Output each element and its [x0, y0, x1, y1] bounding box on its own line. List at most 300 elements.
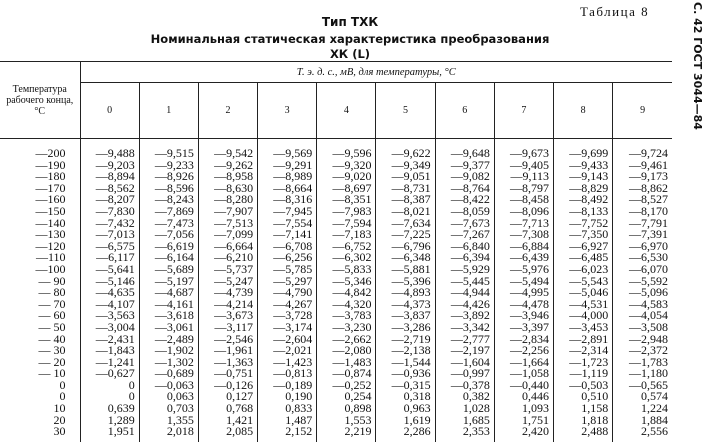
emf-value-cell: —3,230 — [317, 322, 376, 334]
emf-value-cell: —9,051 — [376, 171, 435, 183]
temperature-cell: 0 — [59, 389, 66, 404]
emf-value-cell: —1,544 — [376, 357, 435, 369]
emf-value-cell: 2,556 — [613, 426, 672, 442]
emf-value-cell: —7,673 — [435, 218, 494, 230]
emf-value-cell: 1,289 — [80, 415, 139, 427]
temperature-cell: 0 — [59, 377, 66, 392]
emf-value-cell: —7,554 — [258, 218, 317, 230]
emf-value-cell: —3,397 — [494, 322, 553, 334]
temperature-cell: —120 — [35, 238, 66, 253]
emf-value-cell: 1,421 — [198, 415, 257, 427]
column-header: 1 — [139, 83, 198, 139]
emf-value-cell: —8,731 — [376, 183, 435, 195]
emf-value-cell: —9,173 — [613, 171, 672, 183]
emf-value-cell: —2,948 — [613, 334, 672, 346]
emf-value-cell: —3,728 — [258, 310, 317, 322]
emf-value-cell: 1,224 — [613, 403, 672, 415]
emf-value-cell: —4,687 — [139, 287, 198, 299]
emf-value-cell: 0,898 — [317, 403, 376, 415]
emf-value-cell: 0,703 — [139, 403, 198, 415]
table-header — [0, 62, 672, 139]
emf-value-cell: 2,420 — [494, 426, 553, 442]
emf-value-cell: —2,138 — [376, 345, 435, 357]
emf-value-cell: 1,818 — [554, 415, 613, 427]
column-header: 0 — [80, 83, 139, 139]
emf-value-cell: —4,531 — [554, 299, 613, 311]
emf-value-cell: —8,207 — [80, 194, 139, 206]
emf-value-cell: —4,995 — [494, 287, 553, 299]
emf-value-cell: —6,619 — [139, 241, 198, 253]
emf-value-cell: —8,059 — [435, 206, 494, 218]
emf-value-cell: 1,884 — [613, 415, 672, 427]
emf-value-cell: —4,267 — [258, 299, 317, 311]
emf-value-cell: 0,833 — [258, 403, 317, 415]
emf-value-cell: —7,183 — [317, 229, 376, 241]
emf-value-cell: —4,478 — [494, 299, 553, 311]
temperature-cell: —150 — [35, 203, 66, 218]
column-header: 6 — [435, 83, 494, 139]
emf-value-cell: —0,503 — [554, 380, 613, 392]
emf-value-cell: —7,350 — [554, 229, 613, 241]
emf-value-cell: 0,446 — [494, 391, 553, 403]
temperature-cell: — 50 — [38, 319, 66, 334]
emf-value-cell: —1,423 — [258, 357, 317, 369]
emf-value-cell: —7,513 — [198, 218, 257, 230]
emf-value-cell: —5,737 — [198, 264, 257, 276]
emf-value-cell: —8,351 — [317, 194, 376, 206]
emf-value-cell: —8,926 — [139, 171, 198, 183]
temperature-cell: —100 — [35, 261, 66, 276]
emf-value-cell: —0,378 — [435, 380, 494, 392]
emf-value-cell: —8,280 — [198, 194, 257, 206]
emf-value-cell: —5,197 — [139, 276, 198, 288]
emf-value-cell: —6,752 — [317, 241, 376, 253]
emf-value-cell: —9,143 — [554, 171, 613, 183]
emf-value-cell: 1,951 — [80, 426, 139, 442]
temperature-cell: — 20 — [38, 354, 66, 369]
emf-value-cell: —5,346 — [317, 276, 376, 288]
emf-value-cell: —9,724 — [613, 139, 672, 160]
side-standard-reference: С. 42 ГОСТ 3044—84 — [691, 2, 704, 130]
emf-value-cell: —5,297 — [258, 276, 317, 288]
emf-value-cell: —9,515 — [139, 139, 198, 160]
column-header: 9 — [613, 83, 672, 139]
emf-value-cell: —3,061 — [139, 322, 198, 334]
emf-value-cell: —7,634 — [376, 218, 435, 230]
emf-value-cell: —5,641 — [80, 264, 139, 276]
temperature-cell: — 80 — [38, 285, 66, 300]
emf-value-cell: —0,440 — [494, 380, 553, 392]
emf-value-cell: —5,785 — [258, 264, 317, 276]
emf-value-cell: 1,028 — [435, 403, 494, 415]
emf-value-cell: —5,592 — [613, 276, 672, 288]
emf-value-cell: —8,764 — [435, 183, 494, 195]
emf-value-cell: —0,689 — [139, 368, 198, 380]
emf-value-cell: —7,869 — [139, 206, 198, 218]
emf-value-cell: —8,492 — [554, 194, 613, 206]
emf-value-cell: —6,070 — [613, 264, 672, 276]
emf-value-cell: —6,394 — [435, 252, 494, 264]
emf-value-cell: —8,664 — [258, 183, 317, 195]
emf-value-cell: 0,190 — [258, 391, 317, 403]
emf-value-cell: —7,056 — [139, 229, 198, 241]
emf-value-cell: —4,635 — [80, 287, 139, 299]
emf-value-cell: —5,096 — [613, 287, 672, 299]
emf-value-cell: —4,944 — [435, 287, 494, 299]
temperature-cell: 20 — [53, 412, 66, 427]
emf-value-cell: —8,562 — [80, 183, 139, 195]
emf-value-cell: 0,574 — [613, 391, 672, 403]
emf-value-cell: —6,575 — [80, 241, 139, 253]
emf-value-cell: —9,542 — [198, 139, 257, 160]
column-header: 8 — [554, 83, 613, 139]
emf-value-cell: 0,768 — [198, 403, 257, 415]
emf-value-cell: —2,256 — [494, 345, 553, 357]
temperature-cell: — 90 — [38, 273, 66, 288]
emf-value-cell: —4,739 — [198, 287, 257, 299]
emf-value-cell: —7,225 — [376, 229, 435, 241]
emf-value-cell: —0,874 — [317, 368, 376, 380]
emf-value-cell: 1,685 — [435, 415, 494, 427]
emf-value-cell: —4,583 — [613, 299, 672, 311]
emf-value-cell: —7,099 — [198, 229, 257, 241]
temperature-cell: —190 — [35, 157, 66, 172]
emf-value-cell: —6,796 — [376, 241, 435, 253]
emf-value-cell: —2,719 — [376, 334, 435, 346]
emf-value-cell: —3,342 — [435, 322, 494, 334]
emf-value-cell: —9,405 — [494, 160, 553, 172]
table-row — [0, 415, 672, 427]
emf-value-cell: —9,699 — [554, 139, 613, 160]
emf-value-cell: —2,197 — [435, 345, 494, 357]
emf-value-cell: —1,843 — [80, 345, 139, 357]
emf-value-cell: —0,315 — [376, 380, 435, 392]
emf-value-cell: 2,219 — [317, 426, 376, 442]
emf-value-cell: —9,291 — [258, 160, 317, 172]
emf-value-cell: —9,461 — [613, 160, 672, 172]
emf-value-cell: —9,433 — [554, 160, 613, 172]
table-row — [0, 403, 672, 415]
emf-value-cell: 0,639 — [80, 403, 139, 415]
temperature-cell: —160 — [35, 192, 66, 207]
emf-value-cell: —0,063 — [139, 380, 198, 392]
emf-value-cell: —7,432 — [80, 218, 139, 230]
emf-value-cell: —2,546 — [198, 334, 257, 346]
column-header: 4 — [317, 83, 376, 139]
emf-value-cell: 0,254 — [317, 391, 376, 403]
emf-value-cell: —9,262 — [198, 160, 257, 172]
emf-value-cell: —1,723 — [554, 357, 613, 369]
emf-value-cell: —6,485 — [554, 252, 613, 264]
emf-value-cell: —0,627 — [80, 368, 139, 380]
emf-value-cell: 2,353 — [435, 426, 494, 442]
emf-value-cell: —6,023 — [554, 264, 613, 276]
emf-value-cell: —3,837 — [376, 310, 435, 322]
emf-value-cell: —9,377 — [435, 160, 494, 172]
emf-value-cell: —5,929 — [435, 264, 494, 276]
emf-value-cell: —0,813 — [258, 368, 317, 380]
emf-value-cell: —4,214 — [198, 299, 257, 311]
table-subtitle: ХК (L) — [329, 47, 371, 61]
emf-value-cell: —8,989 — [258, 171, 317, 183]
temperature-cell: —170 — [35, 180, 66, 195]
table-body — [0, 139, 672, 442]
emf-value-cell: —1,363 — [198, 357, 257, 369]
emf-value-cell: —6,439 — [494, 252, 553, 264]
emf-value-cell: —6,884 — [494, 241, 553, 253]
emf-value-cell: —7,308 — [494, 229, 553, 241]
emf-value-cell: —8,458 — [494, 194, 553, 206]
emf-value-cell: —4,790 — [258, 287, 317, 299]
emf-value-cell: —5,543 — [554, 276, 613, 288]
emf-value-cell: —2,604 — [258, 334, 317, 346]
emf-value-cell: —5,833 — [317, 264, 376, 276]
emf-value-cell: 2,085 — [198, 426, 257, 442]
emf-value-cell: —8,422 — [435, 194, 494, 206]
emf-value-cell: —5,881 — [376, 264, 435, 276]
emf-value-cell: 1,158 — [554, 403, 613, 415]
emf-value-cell: —3,508 — [613, 322, 672, 334]
header-temperature: Температура рабочего конца, °С — [0, 62, 80, 139]
emf-value-cell: —8,170 — [613, 206, 672, 218]
temperature-cell: —140 — [35, 215, 66, 230]
table-title: Номинальная статическая характеристика преобразования — [150, 32, 550, 46]
temperature-cell: —180 — [35, 169, 66, 184]
emf-value-cell: —3,453 — [554, 322, 613, 334]
emf-value-cell: —4,373 — [376, 299, 435, 311]
emf-value-cell: —0,189 — [258, 380, 317, 392]
emf-value-cell: 1,093 — [494, 403, 553, 415]
emf-value-cell: —9,622 — [376, 139, 435, 160]
column-header: 3 — [258, 83, 317, 139]
emf-value-cell: —8,829 — [554, 183, 613, 195]
emf-value-cell: —2,834 — [494, 334, 553, 346]
table-number-label: Таблица 8 — [580, 4, 650, 19]
emf-value-cell: —8,797 — [494, 183, 553, 195]
emf-value-cell: —9,569 — [258, 139, 317, 160]
emf-value-cell: —7,752 — [554, 218, 613, 230]
emf-value-cell: —8,096 — [494, 206, 553, 218]
emf-value-cell: —9,082 — [435, 171, 494, 183]
emf-value-cell: —8,958 — [198, 171, 257, 183]
column-header: 2 — [198, 83, 257, 139]
emf-value-cell: 1,487 — [258, 415, 317, 427]
table-row — [0, 380, 672, 392]
temperature-cell: — 60 — [38, 308, 66, 323]
emf-value-cell: 1,355 — [139, 415, 198, 427]
emf-value-cell: —8,316 — [258, 194, 317, 206]
emf-value-cell: —8,243 — [139, 194, 198, 206]
emf-value-cell: 0,963 — [376, 403, 435, 415]
emf-value-cell: 0,510 — [554, 391, 613, 403]
emf-value-cell: —7,013 — [80, 229, 139, 241]
emf-value-cell: 0,382 — [435, 391, 494, 403]
emf-value-cell: —6,664 — [198, 241, 257, 253]
emf-value-cell: —6,210 — [198, 252, 257, 264]
emf-value-cell: —6,302 — [317, 252, 376, 264]
emf-value-cell: —9,648 — [435, 139, 494, 160]
temperature-cell: —110 — [35, 250, 66, 265]
emf-value-cell: —3,618 — [139, 310, 198, 322]
emf-value-cell: —6,164 — [139, 252, 198, 264]
emf-value-cell: —0,565 — [613, 380, 672, 392]
emf-value-cell: —7,830 — [80, 206, 139, 218]
emf-value-cell: —1,664 — [494, 357, 553, 369]
emf-value-cell: 1,751 — [494, 415, 553, 427]
emf-value-cell: —3,892 — [435, 310, 494, 322]
emf-value-cell: —9,020 — [317, 171, 376, 183]
emf-value-cell: —1,058 — [494, 368, 553, 380]
emf-value-cell: 2,286 — [376, 426, 435, 442]
temperature-cell: —130 — [35, 227, 66, 242]
emf-value-cell: 0,063 — [139, 391, 198, 403]
emf-value-cell: —7,267 — [435, 229, 494, 241]
emf-value-cell: —5,494 — [494, 276, 553, 288]
emf-value-cell: —6,708 — [258, 241, 317, 253]
emf-value-cell: —2,021 — [258, 345, 317, 357]
emf-value-cell: —1,180 — [613, 368, 672, 380]
emf-value-cell: —2,489 — [139, 334, 198, 346]
column-header: 7 — [494, 83, 553, 139]
emf-value-cell: —7,945 — [258, 206, 317, 218]
emf-value-cell: —8,133 — [554, 206, 613, 218]
temperature-cell: — 10 — [38, 366, 66, 381]
emf-value-cell: —6,117 — [80, 252, 139, 264]
emf-value-cell: —8,630 — [198, 183, 257, 195]
emf-value-cell: —3,004 — [80, 322, 139, 334]
emf-value-cell: —0,126 — [198, 380, 257, 392]
emf-value-cell: —2,777 — [435, 334, 494, 346]
emf-value-cell: —9,488 — [80, 139, 139, 160]
temperature-cell: 30 — [53, 424, 66, 439]
temperature-cell: —200 — [35, 146, 66, 160]
emf-value-cell: —2,314 — [554, 345, 613, 357]
emf-value-cell: —5,689 — [139, 264, 198, 276]
emf-value-cell: —9,233 — [139, 160, 198, 172]
emf-value-cell: —0,252 — [317, 380, 376, 392]
emf-value-cell: —9,203 — [80, 160, 139, 172]
temperature-cell: — 40 — [38, 331, 66, 346]
emf-value-cell: —8,387 — [376, 194, 435, 206]
emf-value-cell: —6,530 — [613, 252, 672, 264]
emf-value-cell: —7,473 — [139, 218, 198, 230]
emf-value-cell: —7,391 — [613, 229, 672, 241]
emf-value-cell: —8,021 — [376, 206, 435, 218]
emf-value-cell: —9,349 — [376, 160, 435, 172]
emf-value-cell: 2,488 — [554, 426, 613, 442]
emf-value-cell: —3,286 — [376, 322, 435, 334]
column-header-row — [0, 83, 672, 139]
type-title: Тип ТХК — [321, 15, 379, 29]
emf-value-cell: 0 — [80, 380, 139, 392]
emf-value-cell: —7,141 — [258, 229, 317, 241]
emf-value-cell: —5,247 — [198, 276, 257, 288]
emf-value-cell: —8,697 — [317, 183, 376, 195]
emf-value-cell: —3,783 — [317, 310, 376, 322]
emf-value-cell: 0,318 — [376, 391, 435, 403]
emf-value-cell: —5,445 — [435, 276, 494, 288]
emf-value-cell: —2,662 — [317, 334, 376, 346]
emf-value-cell: —4,161 — [139, 299, 198, 311]
emf-value-cell: —7,907 — [198, 206, 257, 218]
temperature-cell: — 70 — [38, 296, 66, 311]
emf-value-cell: —4,320 — [317, 299, 376, 311]
emf-value-cell: —9,113 — [494, 171, 553, 183]
emf-value-cell: —4,000 — [554, 310, 613, 322]
emf-value-cell: —6,840 — [435, 241, 494, 253]
emf-value-cell: 1,553 — [317, 415, 376, 427]
emf-value-cell: —4,107 — [80, 299, 139, 311]
column-header: 5 — [376, 83, 435, 139]
emf-value-cell: —4,426 — [435, 299, 494, 311]
emf-value-cell: —5,046 — [554, 287, 613, 299]
emf-value-cell: —3,946 — [494, 310, 553, 322]
emf-value-cell: —1,961 — [198, 345, 257, 357]
emf-value-cell: —1,302 — [139, 357, 198, 369]
emf-value-cell: —6,348 — [376, 252, 435, 264]
emf-value-cell: —4,054 — [613, 310, 672, 322]
temperature-cell: — 30 — [38, 343, 66, 358]
emf-value-cell: —2,431 — [80, 334, 139, 346]
emf-value-cell: —5,146 — [80, 276, 139, 288]
emf-value-cell: —9,320 — [317, 160, 376, 172]
emf-value-cell: —0,751 — [198, 368, 257, 380]
emf-value-cell: —1,241 — [80, 357, 139, 369]
emf-value-cell: —8,862 — [613, 183, 672, 195]
emf-value-cell: —0,997 — [435, 368, 494, 380]
header-emf-group: Т. э. д. с., мВ, для температуры, °С — [80, 62, 672, 83]
emf-value-cell: —4,842 — [317, 287, 376, 299]
emf-value-cell: —1,119 — [554, 368, 613, 380]
emf-value-cell: —4,893 — [376, 287, 435, 299]
emf-value-cell: —8,596 — [139, 183, 198, 195]
emf-value-cell: —9,673 — [494, 139, 553, 160]
emf-value-cell: —7,594 — [317, 218, 376, 230]
emf-value-cell: 2,152 — [258, 426, 317, 442]
table-row — [0, 426, 672, 442]
emf-value-cell: —1,783 — [613, 357, 672, 369]
temperature-cell: 10 — [53, 401, 66, 416]
emf-value-cell: —2,080 — [317, 345, 376, 357]
emf-value-cell: —7,713 — [494, 218, 553, 230]
emf-value-cell: 0,127 — [198, 391, 257, 403]
emf-value-cell: —1,902 — [139, 345, 198, 357]
table-row — [0, 139, 672, 160]
table-row — [0, 391, 672, 403]
emf-value-cell: —3,117 — [198, 322, 257, 334]
emf-value-cell: —3,673 — [198, 310, 257, 322]
emf-value-cell: —1,604 — [435, 357, 494, 369]
emf-value-cell: —5,396 — [376, 276, 435, 288]
emf-value-cell: —9,596 — [317, 139, 376, 160]
emf-value-cell: —1,483 — [317, 357, 376, 369]
emf-value-cell: —8,527 — [613, 194, 672, 206]
emf-value-cell: —6,256 — [258, 252, 317, 264]
emf-value-cell: —7,791 — [613, 218, 672, 230]
emf-value-cell: —3,563 — [80, 310, 139, 322]
emf-table — [0, 61, 672, 442]
emf-value-cell: —2,372 — [613, 345, 672, 357]
emf-value-cell: —3,174 — [258, 322, 317, 334]
emf-value-cell: 1,619 — [376, 415, 435, 427]
emf-value-cell: —7,983 — [317, 206, 376, 218]
emf-value-cell: 0 — [80, 391, 139, 403]
emf-value-cell: —5,976 — [494, 264, 553, 276]
emf-value-cell: 2,018 — [139, 426, 198, 442]
emf-value-cell: —6,970 — [613, 241, 672, 253]
emf-value-cell: —2,891 — [554, 334, 613, 346]
emf-value-cell: —8,894 — [80, 171, 139, 183]
